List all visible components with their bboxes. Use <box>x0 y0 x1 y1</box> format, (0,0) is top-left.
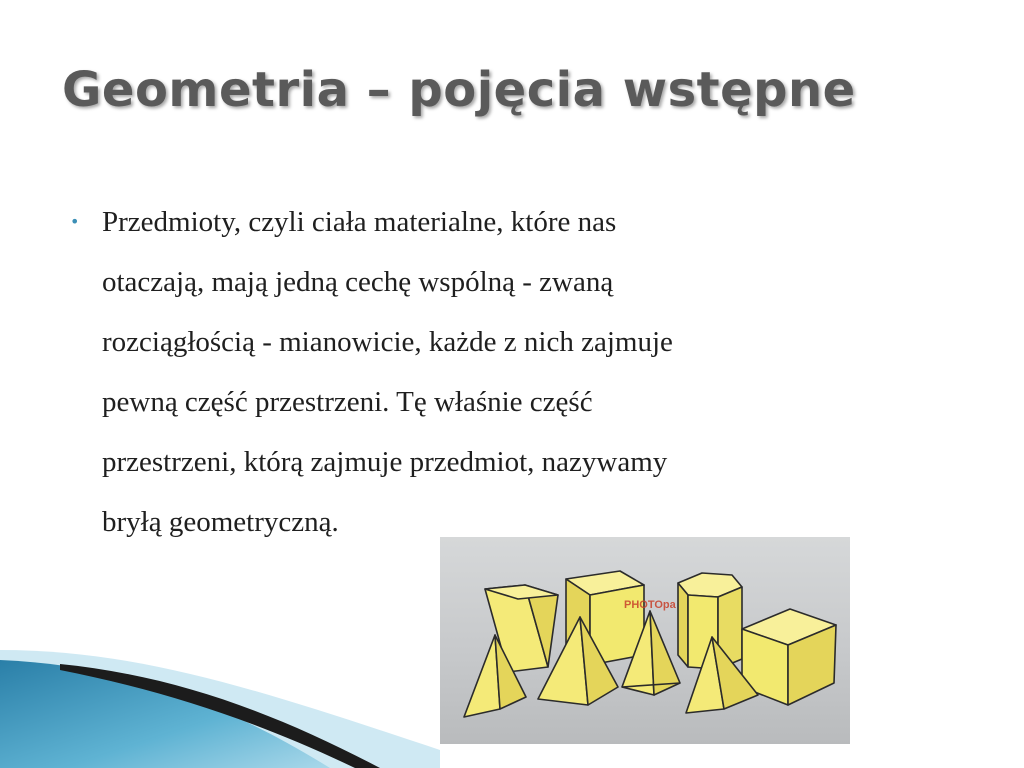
page-title: Geometria – pojęcia wstępne <box>62 62 856 118</box>
bullet-list <box>70 192 930 552</box>
cube-right-shape <box>742 609 836 705</box>
bullet-text: Przedmioty, czyli ciała materialne, które nas otaczają, mają jedną cechę wspólną - zwaną rozciągłością - mianowicie, każde z nich zajmuje pewną część przestrzeni. Tę właśnie część przestrzeni, którą zajmuje przedmiot, nazywamy bryłą geometryczną. <box>102 206 673 538</box>
solids-illustration <box>440 537 850 744</box>
photo-watermark: PHOTOpa <box>624 599 676 611</box>
bullet-icon: • <box>70 212 80 231</box>
list-item <box>70 192 930 552</box>
geometric-solids-photo <box>440 537 850 744</box>
